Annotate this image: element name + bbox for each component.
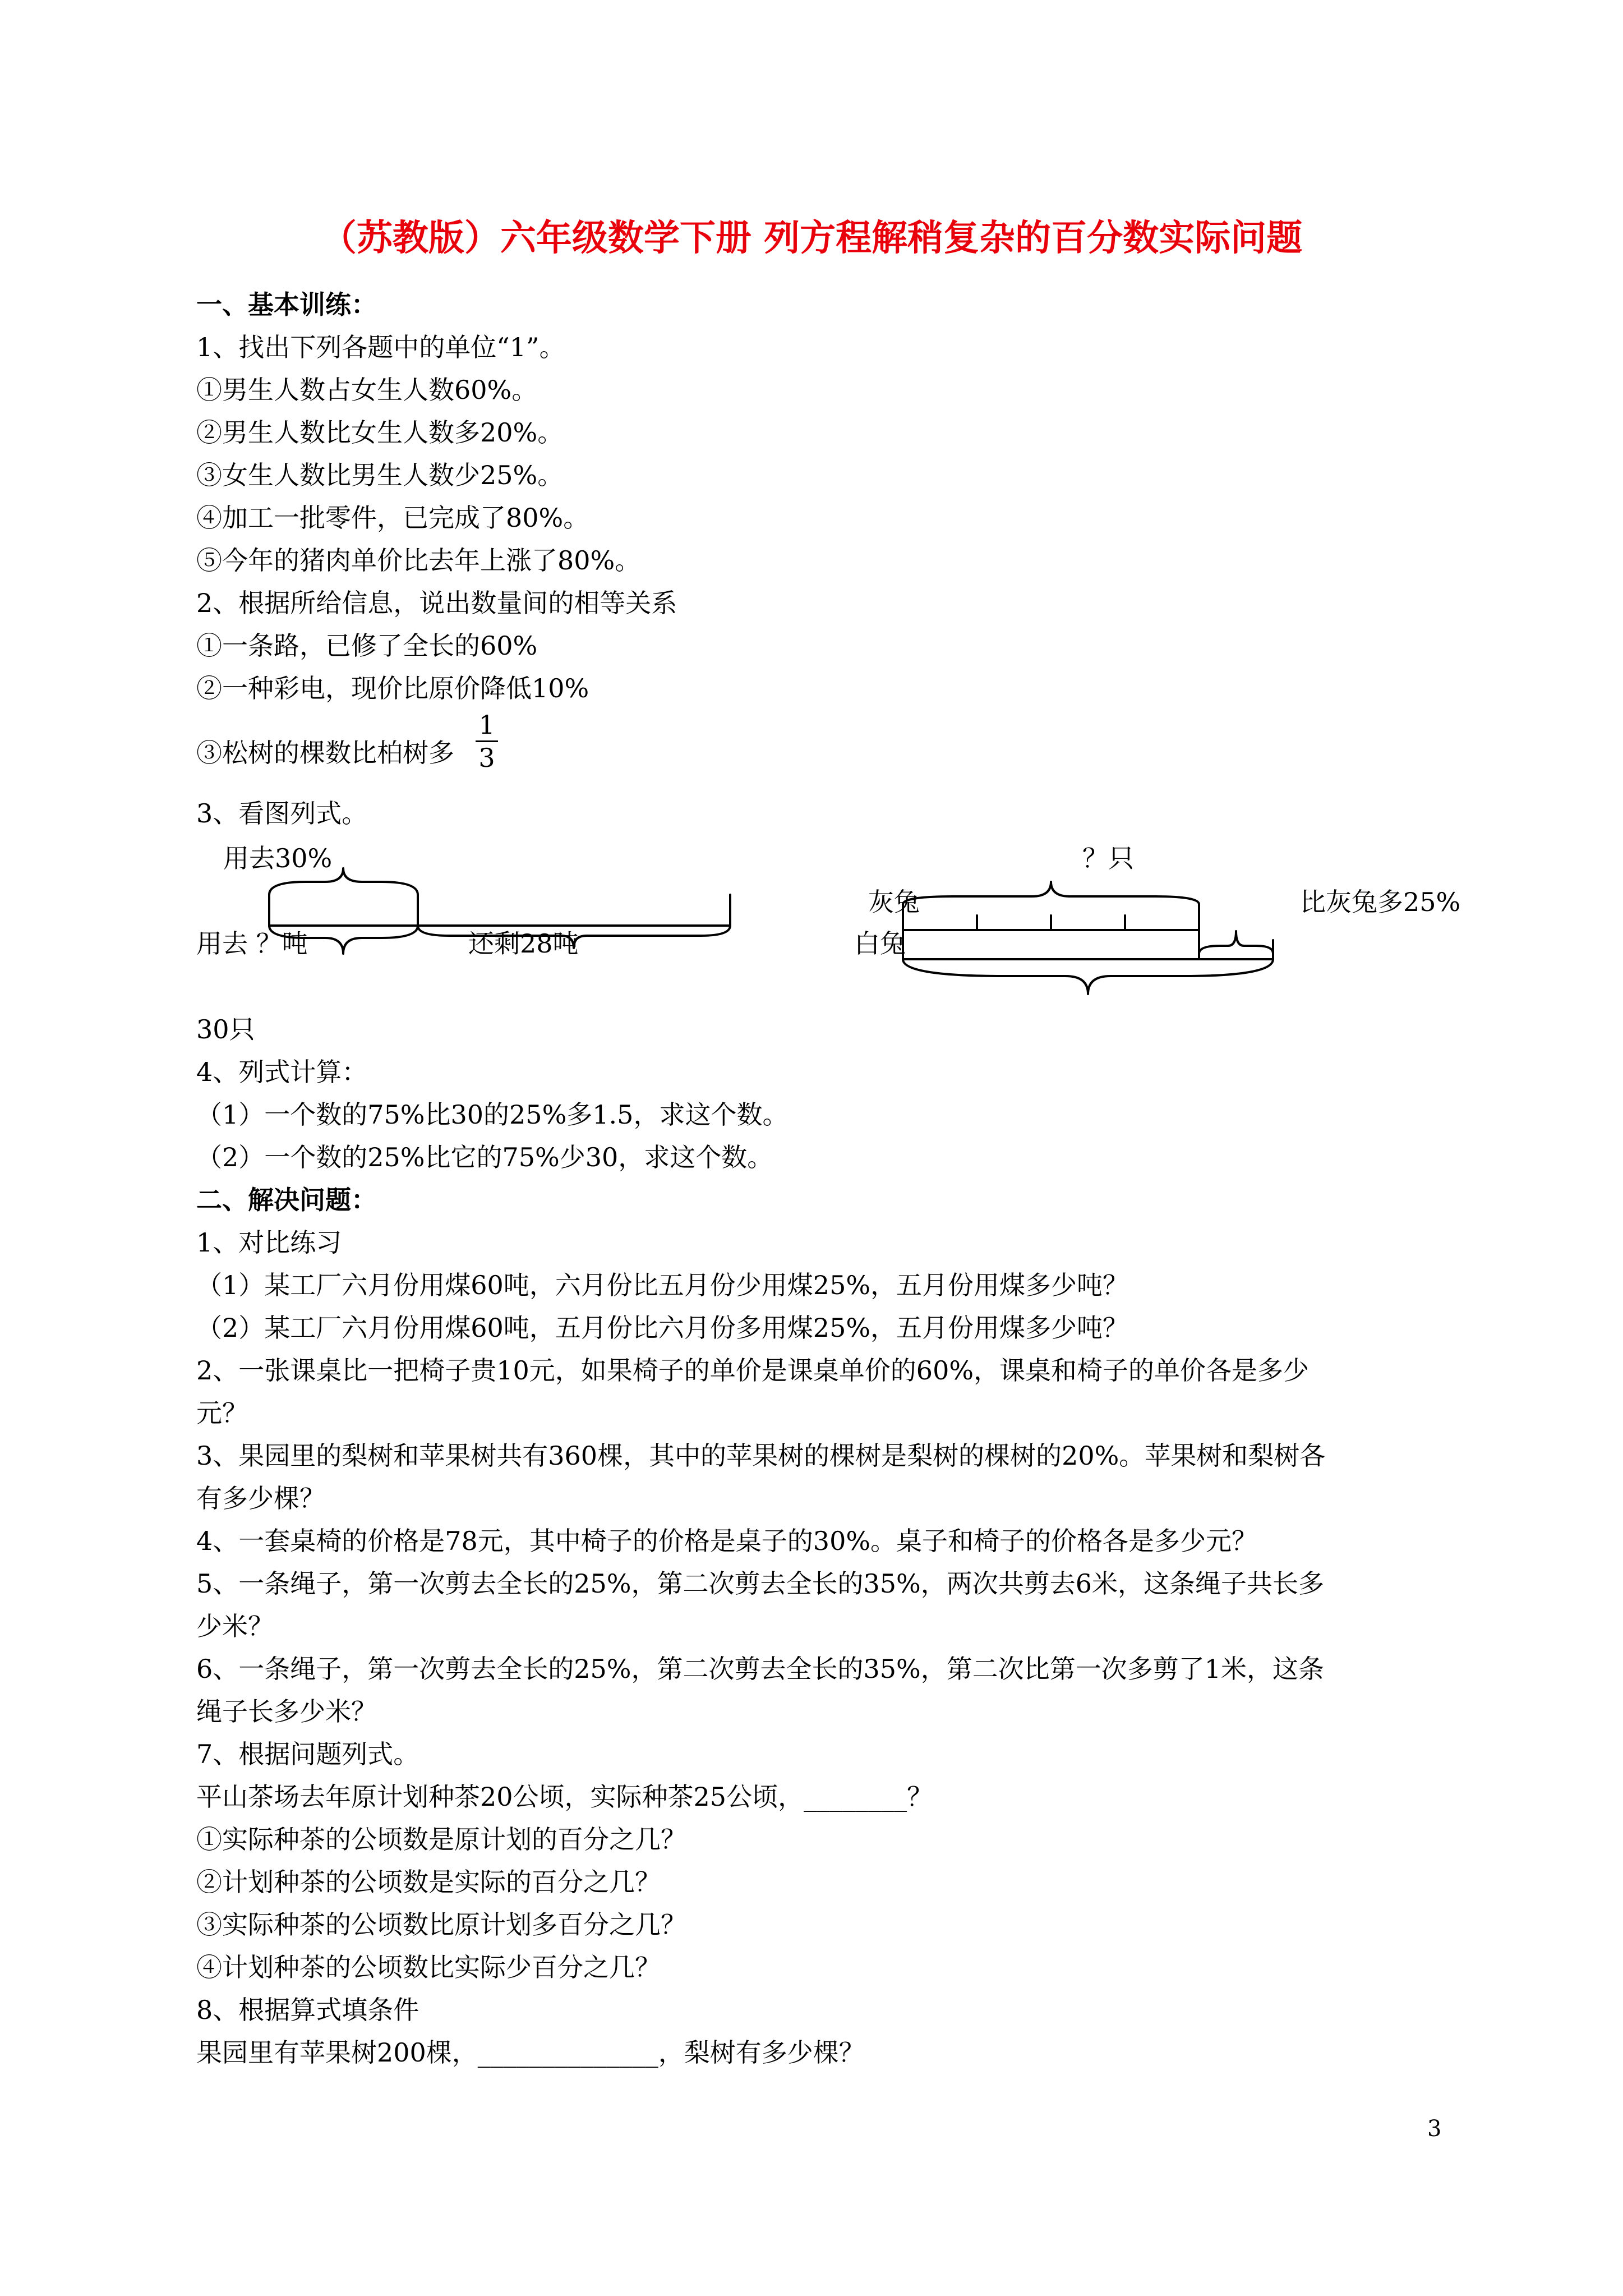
right-segment-diagram [903,882,1273,994]
section-2-heading: 二、解决问题： [196,1185,377,1215]
white-rabbit-label: 白兔 [854,928,906,959]
p8-label: 8、根据算式填条件 [196,1995,419,2025]
left-remain-label: 还剩28吨 [468,928,579,959]
section-1-heading: 一、基本训练： [196,289,377,320]
p7-item-2: ②计划种茶的公顷数是实际的百分之几？ [196,1867,661,1897]
q4-item-1: （1）一个数的75%比30的25%多1.5，求这个数。 [196,1099,789,1130]
p7-item-1: ①实际种茶的公顷数是原计划的百分之几？ [196,1824,686,1855]
page-number: 3 [1427,2116,1442,2142]
q1-item-5: ⑤今年的猪肉单价比去年上涨了80%。 [196,545,641,576]
p7-stem: 平山茶场去年原计划种茶20公顷，实际种茶25公顷，________？ [196,1782,933,1812]
gray-rabbit-ticks [977,915,1125,930]
extra-brace [1199,931,1273,954]
p1-item-1: （1）某工厂六月份用煤60吨，六月份比五月份少用煤25%，五月份用煤多少吨？ [196,1270,1129,1300]
gray-rabbit-label: 灰兔 [868,887,920,917]
right-question-label: ？只 [1082,843,1134,873]
p6-line-1: 6、一条绳子，第一次剪去全长的25%，第二次剪去全长的35%，第二次比第一次多剪了1米，这条 [196,1654,1325,1684]
p4-text: 4、一套桌椅的价格是78元，其中椅子的价格是桌子的30%。桌子和椅子的价格各是多少元？ [196,1526,1258,1556]
left-remain-segment [418,895,730,926]
q4-item-2: （2）一个数的25%比它的75%少30，求这个数。 [196,1142,773,1172]
q2-item-3: ③松树的棵数比柏树多 [196,738,454,768]
p3-line-1: 3、果园里的梨树和苹果树共有360棵，其中的苹果树的棵树是梨树的棵树的20%。苹果树和梨树各 [196,1441,1326,1471]
p1-item-2: （2）某工厂六月份用煤60吨，五月份比六月份多用煤25%，五月份用煤多少吨？ [196,1313,1129,1343]
white-rabbit-brace [903,959,1273,994]
q4-label: 4、列式计算： [196,1057,368,1087]
fraction-numerator: 1 [478,710,495,740]
q2-item-2: ②一种彩电，现价比原价降低10% [196,673,589,703]
p2-line-1: 2、一张课桌比一把椅子贵10元，如果椅子的单价是课桌单价的60%，课桌和椅子的单价各是多少 [196,1355,1310,1386]
p5-line-1: 5、一条绳子，第一次剪去全长的25%，第二次剪去全长的35%，两次共剪去6米，这条绳子共长多 [196,1568,1325,1599]
q3-label: 3、看图列式。 [196,798,368,829]
white-rabbit-segment [903,930,1273,959]
q1-item-1: ①男生人数占女生人数60%。 [196,375,538,405]
fraction-denominator: 3 [478,743,495,773]
right-total-label: 30只 [196,1014,255,1045]
p8-stem: 果园里有苹果树200棵，______________，梨树有多少棵？ [196,2037,865,2068]
p5-line-2: 少米？ [196,1611,274,1641]
left-used-segment [269,895,418,926]
p6-line-2: 绳子长多少米？ [196,1696,377,1727]
gray-rabbit-brace [903,882,1199,904]
page-title: （苏教版）六年级数学下册 列方程解稍复杂的百分数实际问题 [320,217,1303,259]
left-used-pct-label: 用去30% [223,843,333,873]
p7-item-3: ③实际种茶的公顷数比原计划多百分之几？ [196,1910,686,1940]
q1-item-2: ②男生人数比女生人数多20%。 [196,417,564,448]
q2-label: 2、根据所给信息，说出数量间的相等关系 [196,588,677,618]
p3-line-2: 有多少棵？ [196,1483,325,1513]
p7-item-4: ④计划种茶的公顷数比实际少百分之几？ [196,1952,661,1982]
q1-label: 1、找出下列各题中的单位“1”。 [196,332,565,362]
p2-line-2: 元？ [196,1398,248,1428]
q1-item-3: ③女生人数比男生人数少25%。 [196,460,564,490]
p7-label: 7、根据问题列式。 [196,1739,419,1769]
p1-label: 1、对比练习 [196,1227,342,1258]
q1-item-4: ④加工一批零件，已完成了80%。 [196,503,589,533]
q2-item-1: ①一条路，已修了全长的60% [196,631,538,661]
more-than-gray-label: 比灰兔多25% [1300,887,1461,917]
left-used-question-label: 用去 ？吨 [196,928,308,959]
